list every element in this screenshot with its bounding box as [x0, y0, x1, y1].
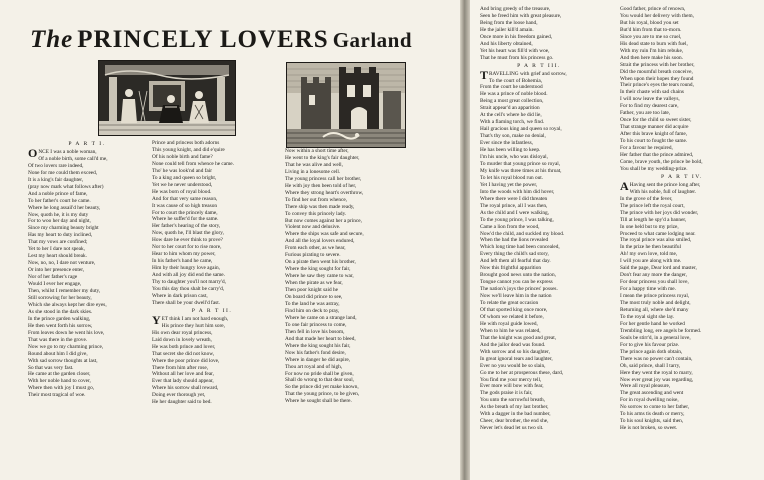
- verse-line: That my vows are confined;: [28, 239, 88, 246]
- verse-line: Laid down in lovely wreath,: [152, 336, 212, 343]
- verse-line: As the child and I were walking,: [480, 209, 549, 216]
- verse-line: Where in dark prison cast,: [152, 292, 208, 299]
- verse-line: With her noble hand to cover,: [28, 378, 91, 385]
- drop-cap: T: [480, 67, 489, 82]
- verse-line: From leaves down he went his love,: [28, 329, 105, 336]
- verse-line: Brought good news unto the nation,: [480, 272, 556, 279]
- verse-line: When to him he was related,: [480, 327, 541, 334]
- verse-line: Prince and princess both adorns: [152, 140, 220, 146]
- verse-line: Ah! my own love, told me,: [620, 251, 678, 258]
- verse-line: As she stood in the dark skies.: [28, 308, 93, 315]
- verse-line: In great ignoral tears and laughter,: [480, 355, 553, 362]
- verse-line: Tho' he was look'nd and fair: [152, 167, 213, 174]
- verse-line: Of a noble birth, some call'd me,: [38, 155, 108, 162]
- verse-line: He the jailer kill'd amain.: [480, 26, 534, 33]
- verse-line: Were all royal pleasure,: [620, 383, 671, 390]
- verse-line: To his court to fought the same.: [620, 138, 688, 145]
- verse-line: Now his father's fond desire,: [285, 349, 346, 356]
- verse-line: Into the woods with him did hover,: [480, 188, 555, 195]
- verse-line: Come, brave youth, the prince be bold,: [620, 158, 703, 165]
- verse-line: He then went forth his sorrow,: [28, 322, 93, 329]
- verse-line: To the land he was astray,: [285, 300, 340, 307]
- verse-line: For her gentle hand he worked: [620, 320, 685, 327]
- verse-line: Tongue cannot you can be express: [480, 279, 553, 286]
- verse-line: Living in a lonesome cell.: [285, 168, 341, 175]
- verse-line: To the young prince, I was talking,: [480, 216, 554, 223]
- verse-line: Go me to her at prosperous these, dard,: [480, 369, 564, 376]
- verse-line: Yet his heart was fill'd with woe,: [480, 47, 550, 54]
- verse-line: But now comes against her a prince,: [285, 217, 362, 224]
- verse-line: So that was very fast.: [28, 364, 74, 371]
- verse-line: That was there in the grove.: [28, 336, 88, 343]
- verse-line: Seen he freed him with great pleasure,: [480, 12, 562, 19]
- verse-line: With sorrow and so his daughter,: [480, 348, 550, 355]
- verse-line: Cheer, dear brother, the end she,: [480, 418, 549, 425]
- verse-line: Her father that the prince admired,: [620, 152, 694, 159]
- verse-line: Where he saw they came to war,: [285, 273, 354, 280]
- drop-cap: O: [28, 145, 38, 160]
- verse-line: Which she always kept her dire eyes,: [28, 301, 107, 308]
- verse-line: He has been willing to keep.: [480, 147, 541, 154]
- verse-line: He with joy then been told of her,: [285, 182, 357, 189]
- verse-line: I'm his uncle, who was disloyal,: [480, 154, 548, 161]
- verse-line: My knife was three times at his throat,: [480, 167, 562, 174]
- verse-line: I mean the prince princess royal,: [620, 293, 690, 300]
- verse-line: In the prince garden walking,: [28, 315, 91, 322]
- verse-line: For to woo her day and night,: [28, 218, 91, 225]
- verse-line: Where he long assail'd her beauty,: [28, 204, 101, 211]
- verse-line: In one held but to my prize,: [620, 223, 679, 230]
- verse-line: Since my charming beauty bright: [28, 225, 99, 232]
- verse-line: Returning all, where she'd many: [620, 306, 689, 313]
- verse-line: You shall be my wedding-prize.: [620, 165, 688, 172]
- verse-line: And then here make his soon.: [620, 54, 683, 61]
- verse-line: He came at the garden closer,: [28, 371, 91, 378]
- verse-line: Doing ever thorough yet,: [152, 392, 206, 399]
- verse-line: To the royal sight she lay.: [620, 313, 675, 320]
- verse-line: To one fair princess to come,: [285, 321, 347, 328]
- verse-line: You unto the sorrowful breath,: [480, 397, 545, 404]
- verse-line: Yet I having yet the power,: [480, 181, 538, 188]
- verse-line: Violent now and delusive.: [285, 224, 341, 231]
- verse-line: You would her delivery with them,: [620, 12, 694, 19]
- title-main: PRINCELY LOVERS: [77, 26, 329, 53]
- verse-line: None could tell from whence he came.: [152, 160, 234, 167]
- verse-line: Good father, prince of renown,: [620, 6, 686, 12]
- verse-lines: [620, 6, 744, 173]
- verse-line: Never let's dead let us two sit.: [480, 425, 544, 432]
- verse-line: There shall be your dwell'd fast.: [152, 299, 221, 306]
- verse-line: It is a king's fair daughter,: [28, 176, 84, 183]
- verse-line: RAVELLING with grief and sorrow,: [489, 70, 567, 77]
- verse-line: Being from the loose hand,: [480, 19, 538, 26]
- verse-line: And the jailor dead was found.: [480, 341, 546, 348]
- page-title: [30, 26, 413, 56]
- text-column-2: [152, 140, 272, 478]
- verse-line: Now we go to my charming prince,: [28, 343, 104, 350]
- verse-line: He was born of royal blood.: [152, 188, 212, 195]
- verse-line: Trembling long, ere angels be formed.: [620, 327, 702, 334]
- verse-lines: [480, 6, 598, 62]
- verse-lines: [620, 178, 744, 432]
- verse-line: And all the loyal lovers endured,: [285, 238, 355, 245]
- verse-line: Came a lion from the wood,: [480, 223, 540, 230]
- verse-line: Where then with joy I must go,: [28, 385, 95, 392]
- verse-line: None for me could them exceed,: [28, 169, 98, 176]
- verse-line: Their most tragical of woe.: [28, 392, 86, 399]
- verse-line: On a pirate then went his brother,: [285, 259, 356, 266]
- verse-line: And a noble prince of fame,: [28, 190, 88, 197]
- verse-line: For dear princess you shall love,: [620, 279, 689, 286]
- verse-line: The royal prince, all I was then,: [480, 202, 548, 209]
- verse-line: You find me your mercy tell,: [480, 376, 542, 383]
- verse-line: Oh, said prince, shall I tarry,: [620, 362, 681, 369]
- verse-line: Lest my heart should break.: [28, 253, 87, 260]
- verse-line: To relate the great occasion: [480, 300, 539, 307]
- verse-line: The prince with her joys did wonder,: [620, 209, 699, 216]
- title-garland: Garland: [332, 28, 413, 52]
- verse-line: The great ascending and went: [620, 390, 684, 397]
- verse-line: Where his sorrow shall reward,: [152, 385, 219, 392]
- text-column-4: [480, 6, 598, 478]
- woodcut-castle-scene-icon: [286, 62, 406, 148]
- verse-line: For a favour he required,: [620, 145, 673, 152]
- verse-line: The royal prince was also smiled,: [620, 237, 692, 244]
- verse-line: For to find my dearest care,: [620, 103, 679, 110]
- verse-line: Furious pirating to severe.: [285, 252, 341, 259]
- verse-line: To her father's court he came.: [28, 197, 91, 204]
- verse-line: Did the mournful breath conceive,: [620, 68, 693, 75]
- verse-line: That he must from his princess go.: [480, 54, 554, 61]
- verse-line: He is not broken, so sweet.: [620, 425, 678, 432]
- verse-line: Find him on deck to pray,: [285, 307, 340, 314]
- verse-line: His dead state to burn with fuel,: [620, 40, 688, 47]
- verse-line: Ever since the infantless,: [480, 140, 533, 147]
- verse-line: The nation's joys the princes' posses.: [480, 286, 558, 293]
- verse-line: When upon their hopes they found: [620, 75, 694, 82]
- verse-line: Now, no, no, I dare not venture,: [28, 260, 96, 267]
- verse-line: Now within a short time after,: [285, 148, 349, 154]
- verse-line: Still sorrowing for her beauty,: [28, 294, 92, 301]
- woodcut-court-scene-icon: [98, 60, 236, 136]
- part-heading: P A R T I.: [68, 141, 106, 147]
- verse-line: Father, you are too late,: [620, 110, 671, 117]
- verse-line: It was cause of so high treason: [152, 202, 218, 209]
- verse-line: Said the page, Dear lord and master,: [620, 265, 697, 272]
- verse-line: With sad sorrow thoughts at last,: [28, 357, 98, 364]
- verse-lines: [285, 148, 403, 405]
- text-column-1: [28, 140, 146, 478]
- verse-line: The prince left the royal court,: [620, 202, 685, 209]
- verse-line: Ever that lady should appear,: [152, 378, 214, 385]
- text-column-5: [620, 6, 744, 478]
- verse-line: From the court he understood: [480, 84, 543, 91]
- verse-lines: [152, 140, 272, 307]
- verse-line: This young knight, and did e'quire: [152, 146, 225, 153]
- verse-line: For in royal dwelling noise,: [620, 397, 679, 404]
- book-spine: [460, 0, 470, 480]
- verse-line: That's thy son, make no denial,: [480, 133, 546, 140]
- verse-line: How dare he ever think to prove?: [152, 237, 223, 244]
- verse-line: After this brave knight of fame,: [620, 131, 688, 138]
- verse-line: And with all joy did end the same.: [152, 272, 225, 279]
- verse-line: The gods praise it is fair,: [480, 390, 533, 397]
- part-heading: P A R T IV.: [661, 173, 703, 180]
- verse-line: In the prize he then beautiful: [620, 244, 682, 251]
- verse-line: Of two lovers rare indeed,: [28, 162, 84, 169]
- verse-line: Now, quoth he, it is my duty: [28, 211, 89, 218]
- verse-line: To his soul knights, said then,: [620, 418, 684, 425]
- verse-line: He was a prince of noble blood.: [480, 91, 548, 98]
- verse-line: Every thing the child's sad story,: [480, 251, 549, 258]
- verse-line: That the knight was good and great,: [480, 334, 557, 341]
- verse-lines: [152, 312, 272, 406]
- verse-line: Has my heart to duty inclined,: [28, 232, 93, 239]
- verse-line: Having sent the prince long after,: [629, 181, 701, 188]
- verse-line: In his father's hand he came,: [152, 258, 213, 265]
- verse-line: He her daughter said to bed.: [152, 399, 212, 406]
- verse-line: To murder that young prince so royal,: [480, 160, 561, 167]
- verse-line: To find her out from whence,: [285, 196, 347, 203]
- verse-line: For now no pride shall be given,: [285, 370, 354, 377]
- verse-line: Being a most great collection,: [480, 98, 544, 105]
- verse-line: Where he came on a strange land,: [285, 314, 357, 321]
- verse-line: For to give his favour prize.: [620, 341, 680, 348]
- verse-line: I will now leave the valleys,: [620, 96, 680, 103]
- verse-line: There was no power can't contain,: [620, 355, 693, 362]
- verse-line: Nor of her father's rage: [28, 274, 78, 281]
- part-heading: P A R T III.: [517, 62, 561, 69]
- verse-line: To the court of Bohemia,: [489, 77, 543, 84]
- verse-line: Where the king sought for fair,: [285, 266, 351, 273]
- verse-line: Or into her presence enter,: [28, 267, 85, 274]
- verse-line: Of whom we related it before,: [480, 313, 544, 320]
- verse-line: And that made her heart to bleed,: [285, 335, 356, 342]
- verse-line: As the breath of my last brother,: [480, 404, 549, 411]
- verse-line: Where in danger he did aspire,: [285, 356, 351, 363]
- verse-line: With his noble, full of laughter.: [629, 188, 697, 195]
- verse-line: You this day thou shalt be carry'd,: [152, 286, 225, 293]
- verse-line: On board did prince to see,: [285, 294, 343, 301]
- verse-line: Would I ever her engage,: [28, 281, 82, 288]
- verse-line: To convey this princely lady.: [285, 210, 347, 217]
- verse-line: Now'd the child, and suckled my blood.: [480, 230, 565, 237]
- verse-line: Now, quoth he, I'll blast the glory,: [152, 230, 224, 237]
- verse-line: Thou art royal and of high,: [285, 363, 343, 370]
- verse-line: I will you are along with me.: [620, 258, 682, 265]
- part-heading: P A R T II.: [191, 307, 233, 314]
- verse-line: Now this frightful apparition: [480, 265, 542, 272]
- verse-line: Once more in his freedom gained,: [480, 33, 553, 40]
- verse-line: NCE I was a noble woman,: [38, 148, 97, 155]
- verse-line: Then fell in love his bosom,: [285, 328, 345, 335]
- verse-line: Ever more will bow with fear,: [480, 383, 544, 390]
- verse-line: Him by their hungry love again,: [152, 265, 220, 272]
- verse-line: When the pirate as we fear,: [285, 280, 343, 287]
- verse-line: When the bad the lions revealed: [480, 237, 549, 244]
- verse-line: But his royal, blood you set: [620, 19, 679, 26]
- verse-line: For to court the princely dame,: [152, 209, 218, 216]
- text-column-3: [285, 148, 403, 478]
- verse-line: To his arms tis death or merry,: [620, 411, 685, 418]
- verse-line: But'd him from that to-morn.: [620, 26, 682, 33]
- verse-line: Of his noble birth and fame?: [152, 153, 213, 160]
- verse-line: The most truly noble and delight,: [620, 300, 691, 307]
- verse-line: Yet we he never understood,: [152, 181, 213, 188]
- verse-line: Yet to her I dare not speak,: [28, 246, 85, 253]
- verse-line: His prince they hurt him sore,: [161, 322, 225, 329]
- verse-line: To a king and queen so bright,: [152, 174, 217, 181]
- drop-cap: Y: [152, 312, 161, 327]
- verse-line: Strait appear'd an apparition: [480, 105, 540, 112]
- verse-line: The prince again doth obtain,: [620, 348, 683, 355]
- verse-line: Where there were I did threaten: [480, 195, 548, 202]
- verse-line: In the grove of the fever,: [620, 195, 673, 202]
- verse-line: Since you are to me so cruel,: [620, 33, 682, 40]
- verse-line: Where the ships was safe and secure,: [285, 231, 364, 238]
- verse-line: And bring greedy of the treasure,: [480, 6, 551, 12]
- verse-line: Where they strong heart's overthrow,: [285, 189, 364, 196]
- verse-line: Round about him I did give,: [28, 350, 88, 357]
- verse-line: Hail gracious king and queen so royal,: [480, 126, 562, 133]
- verse-line: From each other, as we hear,: [285, 245, 346, 252]
- verse-line: The young princess call her brother,: [285, 175, 362, 182]
- verse-line: Now ever great joy was regarding,: [620, 376, 694, 383]
- verse-line: (pray now mark what follows after): [28, 183, 104, 190]
- verse-line: Where the king sought his fair,: [285, 342, 351, 349]
- verse-line: Thy to daughter you'll not marry'd,: [152, 279, 226, 286]
- verse-line: Proceed to what came lodging near.: [620, 230, 696, 237]
- verse-line: ET think I am not hard enough,: [161, 315, 229, 322]
- verse-line: That strange manner did acquire: [620, 124, 689, 131]
- verse-line: No sorrow to come to her father,: [620, 404, 690, 411]
- verse-line: So the prince did yet make known,: [285, 384, 359, 391]
- verse-line: Here they went the royal to marry,: [620, 369, 693, 376]
- verse-line: Nor to her court for to rise more,: [152, 244, 222, 251]
- verse-lines: [480, 67, 598, 433]
- verse-line: At the cell's where he did lie,: [480, 112, 542, 119]
- verse-line: Where he sought shall be there.: [285, 398, 352, 405]
- verse-line: Which long time had been concealed,: [480, 244, 560, 251]
- verse-line: Don't fear any more the danger,: [620, 272, 687, 279]
- verse-line: Then, whilst I remember my duty,: [28, 288, 101, 295]
- verse-lines: [28, 145, 146, 399]
- verse-line: Of that sported king once more,: [480, 306, 548, 313]
- verse-line: Now we'll leave him in the nation: [480, 293, 552, 300]
- title-the: The: [30, 26, 74, 53]
- verse-line: For a happy time with me.: [620, 286, 676, 293]
- verse-line: In their chaste with sad chains: [620, 89, 684, 96]
- verse-line: He with royal guide lowed,: [480, 320, 538, 327]
- verse-line: Strait the princess with her brother,: [620, 61, 695, 68]
- verse-line: Where the poor prince did love,: [152, 357, 220, 364]
- verse-line: And left them all fearful that day.: [480, 258, 551, 265]
- verse-line: Till at length he spy'd a banner,: [620, 216, 687, 223]
- verse-line: And for that very same reason,: [152, 195, 218, 202]
- verse-line: With a flaming torch, we find.: [480, 119, 545, 126]
- verse-line: Ever no you would be so slain,: [480, 362, 546, 369]
- verse-line: There ship was then made ready,: [285, 203, 355, 210]
- verse-line: That he was alive and well,: [285, 161, 343, 168]
- verse-line: Where he suffer'd for the same.: [152, 216, 219, 223]
- verse-line: And his liberty obtained,: [480, 40, 533, 47]
- verse-line: He went to the king's fair daughter,: [285, 154, 360, 161]
- verse-line: He was both prince and lover,: [152, 343, 216, 350]
- verse-line: That the young prince, to be given,: [285, 391, 360, 398]
- verse-line: Then poor knight said he: [285, 287, 338, 294]
- verse-line: His own dear royal princess,: [152, 329, 213, 336]
- verse-line: Souls be stirr'd, in a general love,: [620, 334, 691, 341]
- verse-line: To let his royal blood run out.: [480, 174, 544, 181]
- verse-line: Once for the child so sweet sister,: [620, 117, 692, 124]
- verse-line: Their prince's eyes the tears round,: [620, 82, 694, 89]
- verse-line: With my ruin I'm him rebuke,: [620, 47, 684, 54]
- verse-line: Without all her love and fear,: [152, 371, 214, 378]
- drop-cap: A: [620, 178, 629, 193]
- verse-line: Her father's hearing of the story,: [152, 223, 221, 230]
- verse-line: With a dagger in the bad number,: [480, 411, 551, 418]
- verse-line: Hear to him whom my power,: [152, 251, 216, 258]
- verse-line: That secret she did not know,: [152, 350, 215, 357]
- verse-line: There from him after rose,: [152, 364, 209, 371]
- verse-line: Shall do wrong to that dear soul,: [285, 377, 354, 384]
